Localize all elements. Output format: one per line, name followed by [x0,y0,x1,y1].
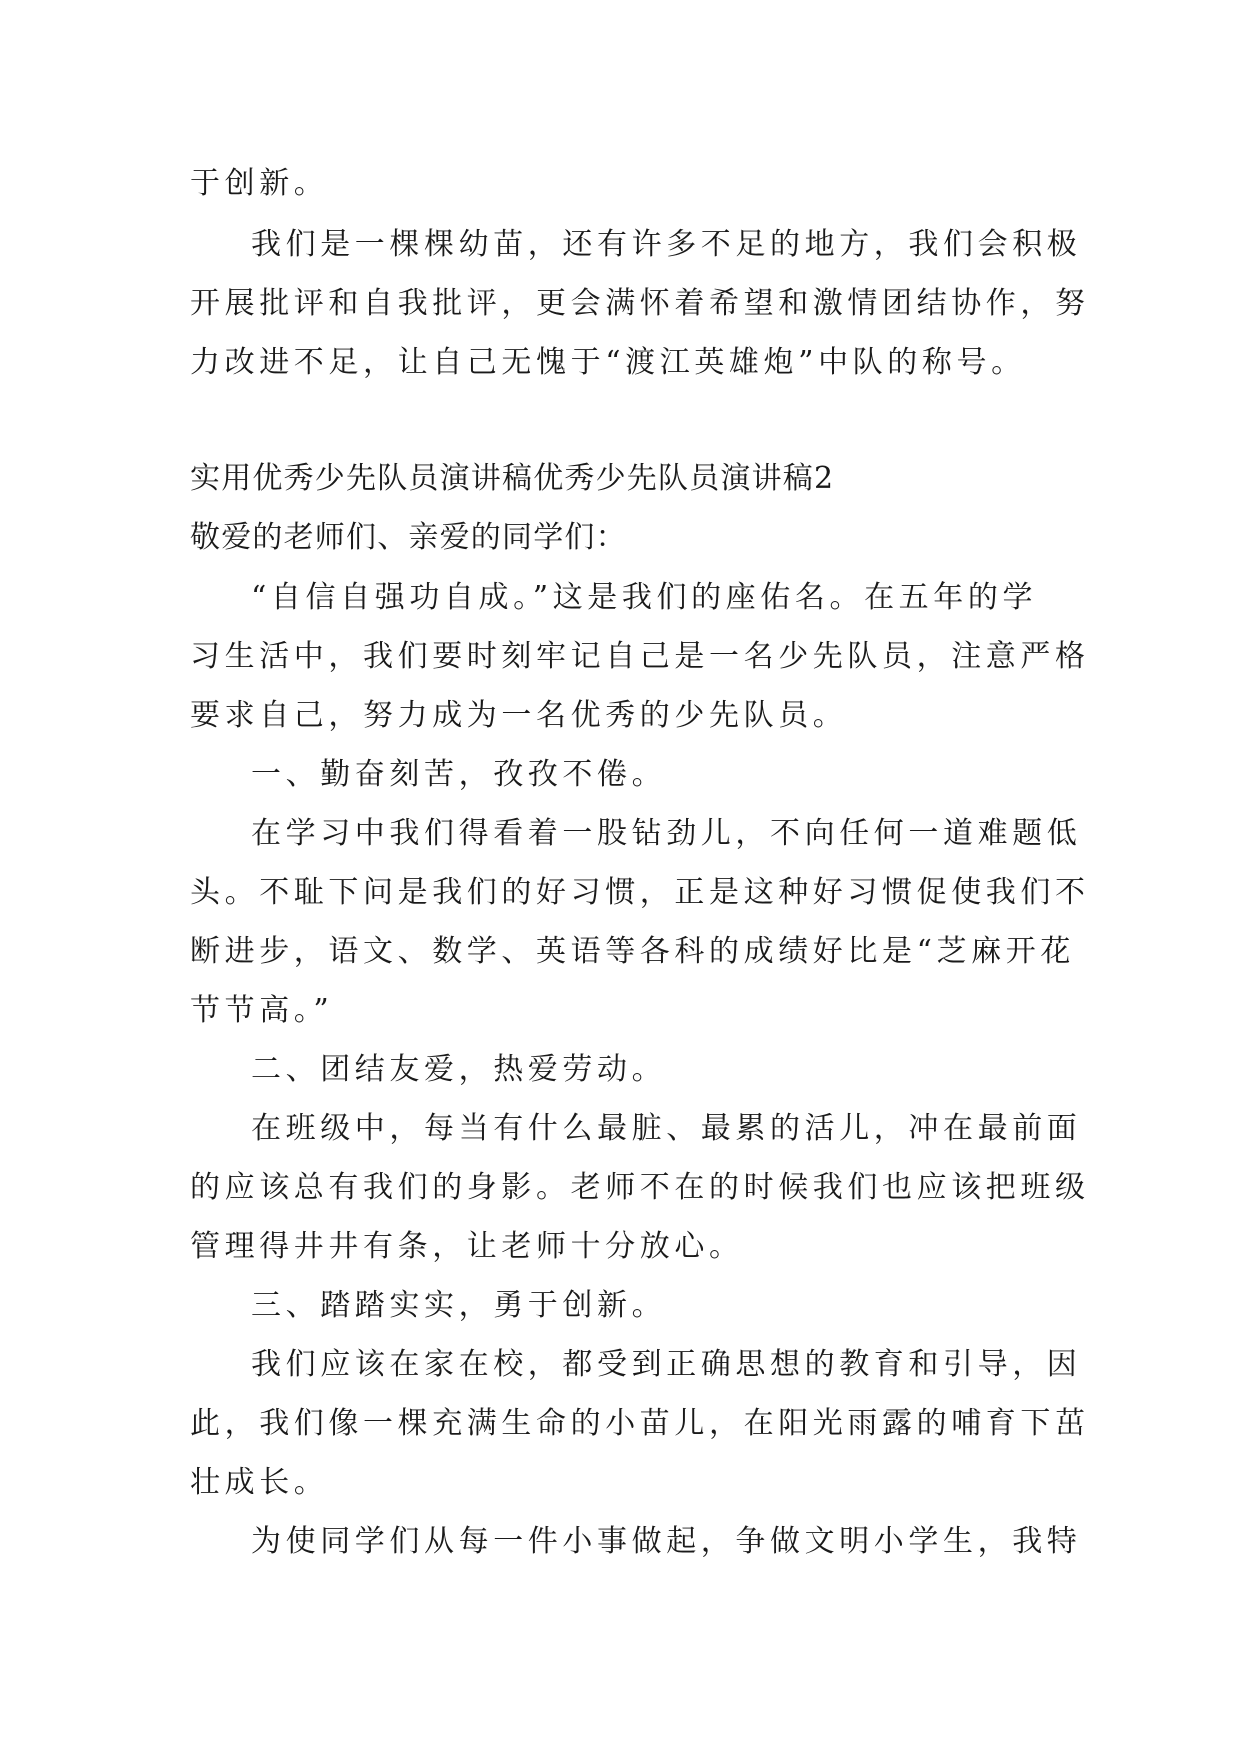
paragraph-line: 此，我们像一棵充满生命的小苗儿，在阳光雨露的哺育下茁 [190,1406,1090,1441]
paragraph-heading: 一、勤奋刻苦，孜孜不倦。 [251,757,667,792]
paragraph-line: 断进步，语文、数学、英语等各科的成绩好比是“芝麻开花 [190,934,1075,969]
paragraph-line: 在班级中，每当有什么最脏、最累的活儿，冲在最前面 [251,1111,1082,1146]
paragraph-line: “自信自强功自成。”这是我们的座佑名。在五年的学 [251,580,1038,615]
paragraph-line: 于创新。 [190,166,329,201]
paragraph-line: 我们应该在家在校，都受到正确思想的教育和引导，因 [251,1347,1082,1382]
paragraph-line: 我们是一棵棵幼苗，还有许多不足的地方，我们会积极 [251,227,1082,262]
section-title: 实用优秀少先队员演讲稿优秀少先队员演讲稿2 [190,461,835,496]
paragraph-line: 开展批评和自我批评，更会满怀着希望和激情团结协作，努 [190,286,1090,321]
paragraph-heading: 二、团结友爱，热爱劳动。 [251,1052,667,1087]
paragraph-line: 习生活中，我们要时刻牢记自己是一名少先队员，注意严格 [190,639,1090,674]
paragraph-line: 在学习中我们得看着一股钻劲儿，不向任何一道难题低 [251,816,1082,851]
paragraph-heading: 三、踏踏实实，勇于创新。 [251,1288,667,1323]
paragraph-line: 要求自己，努力成为一名优秀的少先队员。 [190,698,848,733]
paragraph-line: 为使同学们从每一件小事做起，争做文明小学生，我特 [251,1524,1082,1559]
salutation: 敬爱的老师们、亲爱的同学们： [190,520,627,555]
paragraph-line: 壮成长。 [190,1465,329,1500]
paragraph-line: 节节高。” [190,993,334,1028]
paragraph-line: 头。不耻下问是我们的好习惯，正是这种好习惯促使我们不 [190,875,1090,910]
paragraph-line: 力改进不足，让自己无愧于“渡江英雄炮”中队的称号。 [190,345,1026,380]
paragraph-line: 的应该总有我们的身影。老师不在的时候我们也应该把班级 [190,1170,1090,1205]
paragraph-line: 管理得井井有条，让老师十分放心。 [190,1229,744,1264]
